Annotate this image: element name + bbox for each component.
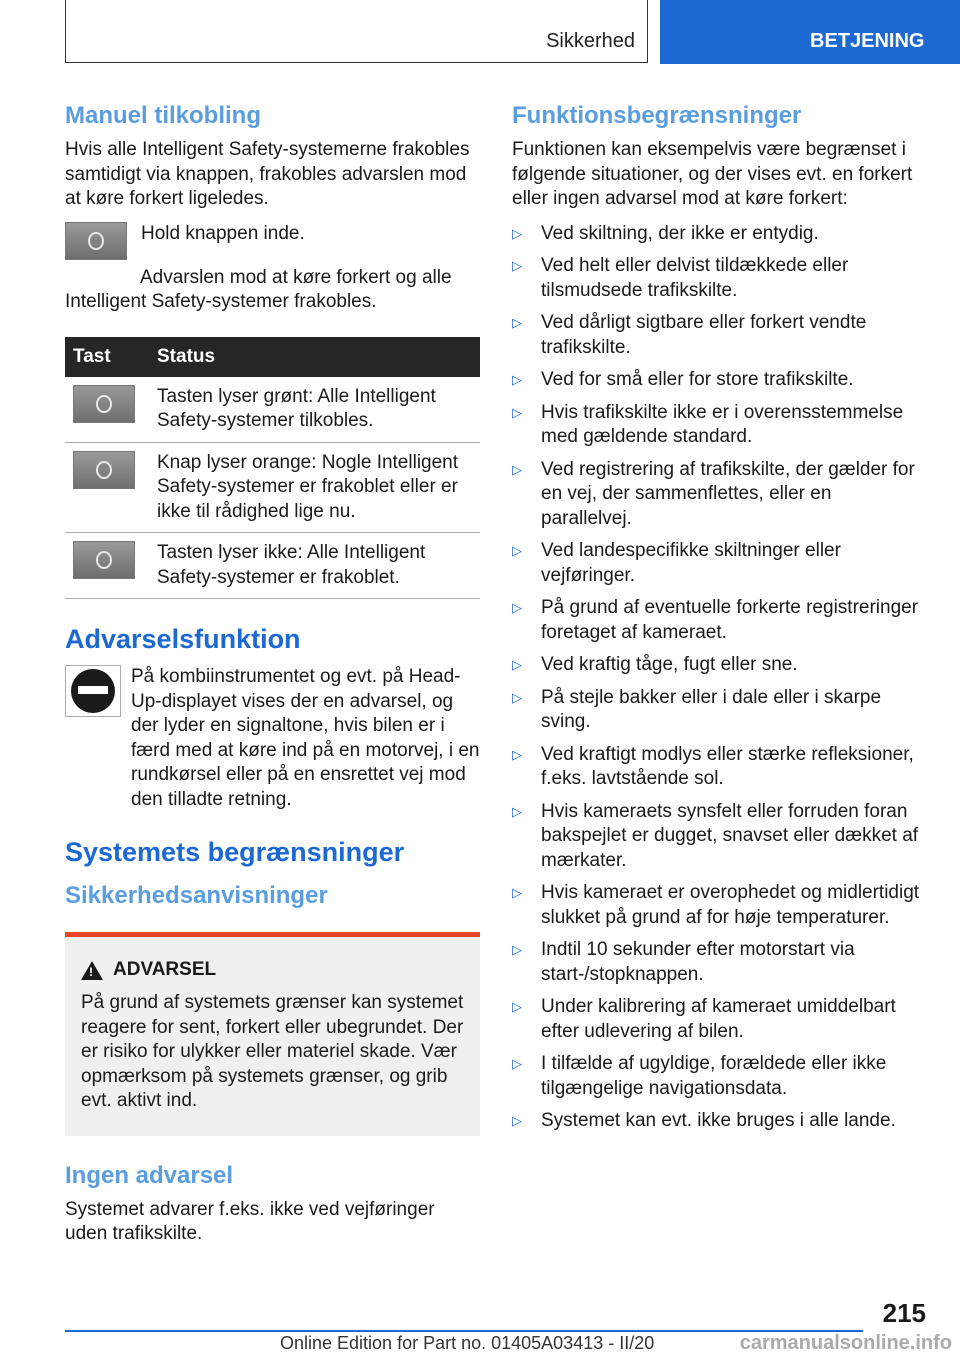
triangle-bullet-icon: ▷ xyxy=(512,999,522,1014)
footer-edition: Online Edition for Part no. 01405A03413 - II/20 xyxy=(280,1333,655,1353)
table-row xyxy=(65,377,480,443)
warning-function-block xyxy=(65,665,480,812)
table-cell-status: Knap lyser orange: Nogle Intelligent Safety-systemer er frakoblet eller er ikke til rådighed lige nu. xyxy=(149,442,480,533)
warning-text: På grund af systemets grænser kan systemet reagere for sent, forkert eller ubegrundet. Der er risiko for ulykker eller materiel skade. Vær opmærksom på systemets grænser, og grib evt. aktivt ind. xyxy=(81,992,464,1111)
manual-intro: Hvis alle Intelligent Safety-systemerne frakobles samtidigt via knappen, frakobles advarslen mod at køre forkert ligeledes. xyxy=(65,139,470,209)
safety-button-off-icon xyxy=(73,541,135,579)
triangle-bullet-icon: ▷ xyxy=(512,543,522,558)
list-item: ▷ Ved landespecifikke skiltninger eller vejføringer. xyxy=(512,540,841,586)
manual-step-row xyxy=(65,222,480,260)
table-cell-status: Tasten lyser grønt: Alle Intelligent Safety-systemer tilkobles. xyxy=(149,377,480,443)
warning-box xyxy=(65,932,480,1136)
limits-heading: Systemets begrænsninger xyxy=(65,837,405,867)
header-chapter-label: BETJENING xyxy=(810,30,925,52)
header-section-label: Sikkerhed xyxy=(546,30,635,52)
triangle-bullet-icon: ▷ xyxy=(512,746,522,762)
triangle-bullet-icon: ▷ xyxy=(512,404,522,420)
list-item: ▷ Ved for små eller for store trafikskilte. xyxy=(512,368,925,393)
triangle-bullet-icon: ▷ xyxy=(512,885,522,900)
list-item: ▷ Under kalibrering af kameraet umiddelbart efter udlevering af bilen. xyxy=(512,996,896,1042)
triangle-bullet-icon: ▷ xyxy=(512,657,522,672)
manual-heading: Manuel tilkobling xyxy=(65,102,261,129)
no-warning-text: Systemet advarer f.eks. ikke ved vejføringer uden trafikskilte. xyxy=(65,1198,435,1244)
warning-function-heading: Advarselsfunktion xyxy=(65,624,301,654)
header-chapter-tab xyxy=(660,0,960,64)
table-row xyxy=(65,533,480,599)
manual-step-2: Advarslen mod at køre forkert og alle Intelligent Safety-systemer frakobles. xyxy=(65,266,452,312)
warning-title: ADVARSEL xyxy=(113,959,217,980)
function-limits-intro: Funktionen kan eksempelvis være begrænset i følgende situationer, og der vises evt. en forkert eller ingen advarsel mod at køre forkert: xyxy=(512,139,913,209)
triangle-bullet-icon: ▷ xyxy=(512,1113,522,1128)
header-section-box xyxy=(65,0,648,63)
page-number: 215 xyxy=(882,1298,926,1328)
list-item: ▷ Ved helt eller delvist tildækkede eller tilsmudsede trafikskilte. xyxy=(512,255,849,301)
table-header-status: Status xyxy=(149,337,480,377)
no-entry-sign-icon xyxy=(65,665,121,717)
table-cell-status: Tasten lyser ikke: Alle Intelligent Safety-systemer er frakoblet. xyxy=(149,533,480,599)
left-column xyxy=(65,100,480,1247)
list-item: ▷ Ved kraftigt modlys eller stærke refleksioner, f.eks. lavtstående sol. xyxy=(512,743,914,789)
triangle-bullet-icon: ▷ xyxy=(512,315,522,330)
manual-step-1: Hold knappen inde. xyxy=(141,222,305,244)
list-item: ▷ Ved dårligt sigtbare eller forkert vendte trafikskilte. xyxy=(512,312,867,358)
right-column xyxy=(512,100,925,1142)
safety-button-green-icon xyxy=(73,385,135,423)
list-item: ▷ Hvis kameraet er overophedet og midlertidigt slukket på grund af for høje temperaturer. xyxy=(512,882,920,928)
list-item: ▷ Hvis trafikskilte ikke er i overensstemmelse med gældende standard. xyxy=(512,401,904,447)
safety-notes-heading: Sikkerhedsanvisninger xyxy=(65,882,328,909)
triangle-bullet-icon: ▷ xyxy=(512,942,522,957)
triangle-bullet-icon: ▷ xyxy=(512,803,522,819)
no-warning-heading: Ingen advarsel xyxy=(65,1161,234,1189)
safety-button-icon xyxy=(65,222,127,260)
watermark: carmanualsonline.info xyxy=(739,1332,952,1354)
triangle-bullet-icon: ▷ xyxy=(512,461,522,477)
table-row xyxy=(65,442,480,533)
list-item: ▷ Systemet kan evt. ikke bruges i alle lande. xyxy=(512,1109,925,1134)
list-item: ▷ På grund af eventuelle forkerte registreringer foretaget af kameraet. xyxy=(512,597,919,643)
triangle-bullet-icon: ▷ xyxy=(512,225,522,241)
function-limits-list xyxy=(512,222,925,1134)
triangle-bullet-icon: ▷ xyxy=(512,372,522,387)
list-item: ▷ Ved skiltning, der ikke er entydig. xyxy=(512,222,925,247)
list-item: ▷ Hvis kameraets synsfelt eller forruden foran bakspejlet er dugget, snavset eller dækket af mærkater. xyxy=(512,800,919,871)
list-item: ▷ På stejle bakker eller i dale eller i skarpe sving. xyxy=(512,686,882,732)
triangle-bullet-icon: ▷ xyxy=(512,689,522,705)
status-table xyxy=(65,337,480,600)
warning-function-text: På kombiinstrumentet og evt. på Head-Up-displayet vises der en advarsel, og der lyder en signaltone, hvis bilen er i færd med at køre ind på en motorvej, i en rundkørsel eller på en ensrettet vej mod den tilladte retning. xyxy=(131,666,480,810)
list-item: ▷ Ved kraftig tåge, fugt eller sne. xyxy=(512,653,925,678)
safety-button-orange-icon xyxy=(73,451,135,489)
triangle-bullet-icon: ▷ xyxy=(512,1056,522,1071)
warning-triangle-icon xyxy=(81,961,103,980)
function-limits-heading: Funktionsbegrænsninger xyxy=(512,102,802,129)
list-item: ▷ Ved registrering af trafikskilte, der gælder for en vej, der sammenflettes, eller en parallelvej. xyxy=(512,458,915,529)
table-header-key: Tast xyxy=(65,337,149,377)
triangle-bullet-icon: ▷ xyxy=(512,600,522,615)
triangle-bullet-icon: ▷ xyxy=(512,258,522,273)
list-item: ▷ Indtil 10 sekunder efter motorstart via start-/stopknappen. xyxy=(512,939,855,985)
list-item: ▷ I tilfælde af ugyldige, forældede eller ikke tilgængelige navigationsdata. xyxy=(512,1053,887,1099)
